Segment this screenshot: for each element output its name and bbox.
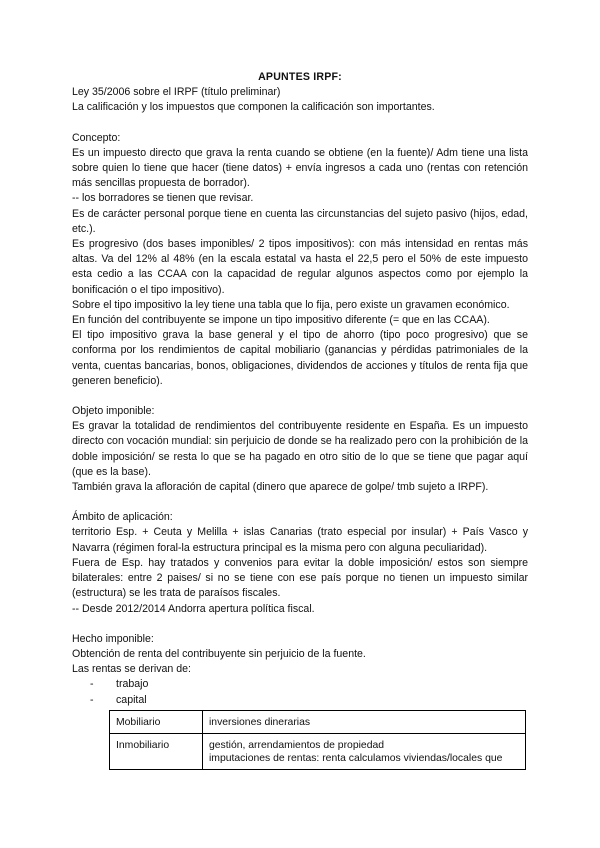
objeto-paragraph: También grava la afloración de capital (dinero que aparece de golpe/ tmb sujeto a IRPF). xyxy=(72,481,489,494)
table-cell xyxy=(203,733,526,769)
table-cell xyxy=(203,710,526,733)
ambito-paragraph: territorio Esp. + Ceuta y Melilla + islas Canarias (trato especial por insular) + País Vasco y Navarra (régimen foral-la estructura principal es la misma pero con alguna peculiaridad). xyxy=(72,526,528,554)
objeto-heading: Objeto imponible: xyxy=(72,405,155,418)
table-cell: Inmobiliario xyxy=(110,733,203,769)
rentas-list xyxy=(72,677,528,707)
objeto-paragraph: Es gravar la totalidad de rendimientos del contribuyente residente en España. Es un impuesto directo con vocación mundial: sin perjuicio de donde se ha realizado pero con la prohibición de la doble imposición/ se resta lo que se ha pagado en otro sitio de lo que se tiene que pagar aquí (que es la base). xyxy=(72,420,528,478)
cell-line: imputaciones de rentas: renta calculamos viviendas/locales que xyxy=(209,752,503,764)
document-title: APUNTES IRPF: xyxy=(258,71,342,83)
list-item-text: trabajo xyxy=(116,678,149,691)
hecho-heading: Hecho imponible: xyxy=(72,632,154,645)
intro-line-1: Ley 35/2006 sobre el IRPF (título preliminar) xyxy=(72,86,281,99)
capital-table xyxy=(109,710,526,770)
ambito-heading: Ámbito de aplicación: xyxy=(72,511,173,524)
hecho-line: Obtención de renta del contribuyente sin perjuicio de la fuente. xyxy=(72,647,366,660)
concepto-paragraph: Es progresivo (dos bases imponibles/ 2 tipos impositivos): con más intensidad en rentas más altas. Va del 12% al 48% (en la escala estatal va hasta el 22,5 pero el 50% de este impuesto esta cedio a las CCAA con la capacidad de regular algunos aspectos como por ejemplo la bonificación o el tipo impositivo). xyxy=(72,238,528,296)
table-row xyxy=(110,710,526,733)
cell-line: gestión, arrendamientos de propiedad xyxy=(209,739,385,751)
cell-line: inversiones dinerarias xyxy=(209,716,311,728)
concepto-paragraph: En función del contribuyente se impone un tipo impositivo diferente (= que en las CCAA). xyxy=(72,314,490,327)
ambito-paragraph: Fuera de Esp. hay tratados y convenios para evitar la doble imposición/ estos son siempre bilaterales: entre 2 paises/ si no se tiene con ese país porque no tienen un impuesto similar (estructura) se les trata de paraísos fiscales. xyxy=(72,556,528,600)
concepto-paragraph: El tipo impositivo grava la base general y el tipo de ahorro (tipo poco progresivo) que se conforma por los rendimientos de capital mobiliario (ganancias y pérdidas patrimoniales de la venta, cuentas bancarias, bonos, obligaciones, dividendos de acciones y títulos de renta fija que generen beneficio). xyxy=(72,329,528,387)
concepto-paragraph: Sobre el tipo impositivo la ley tiene una tabla que lo fija, pero existe un gravamen económico. xyxy=(72,298,510,311)
list-item xyxy=(86,677,528,692)
table-cell: Mobiliario xyxy=(110,710,203,733)
list-item xyxy=(86,693,528,708)
intro-line-2: La calificación y los impuestos que componen la calificación son importantes. xyxy=(72,101,435,114)
concepto-paragraph: Es de carácter personal porque tiene en cuenta las circunstancias del sujeto pasivo (hijos, edad, etc.). xyxy=(72,207,528,235)
ambito-paragraph: -- Desde 2012/2014 Andorra apertura política fiscal. xyxy=(72,602,315,615)
concepto-heading: Concepto: xyxy=(72,131,121,144)
list-bullet: - xyxy=(90,678,94,691)
concepto-paragraph: -- los borradores se tienen que revisar. xyxy=(72,192,254,205)
concepto-paragraph: Es un impuesto directo que grava la renta cuando se obtiene (en la fuente)/ Adm tiene una lista sobre quien lo tiene que hacer (tiene datos) + envía ingresos a cada uno (rentas con retención más sencillas propuesta de borrador). xyxy=(72,146,528,190)
list-bullet: - xyxy=(90,693,94,706)
document-content xyxy=(72,70,528,770)
list-item-text: capital xyxy=(116,693,147,706)
hecho-line: Las rentas se derivan de: xyxy=(72,663,191,676)
table-row xyxy=(110,733,526,769)
